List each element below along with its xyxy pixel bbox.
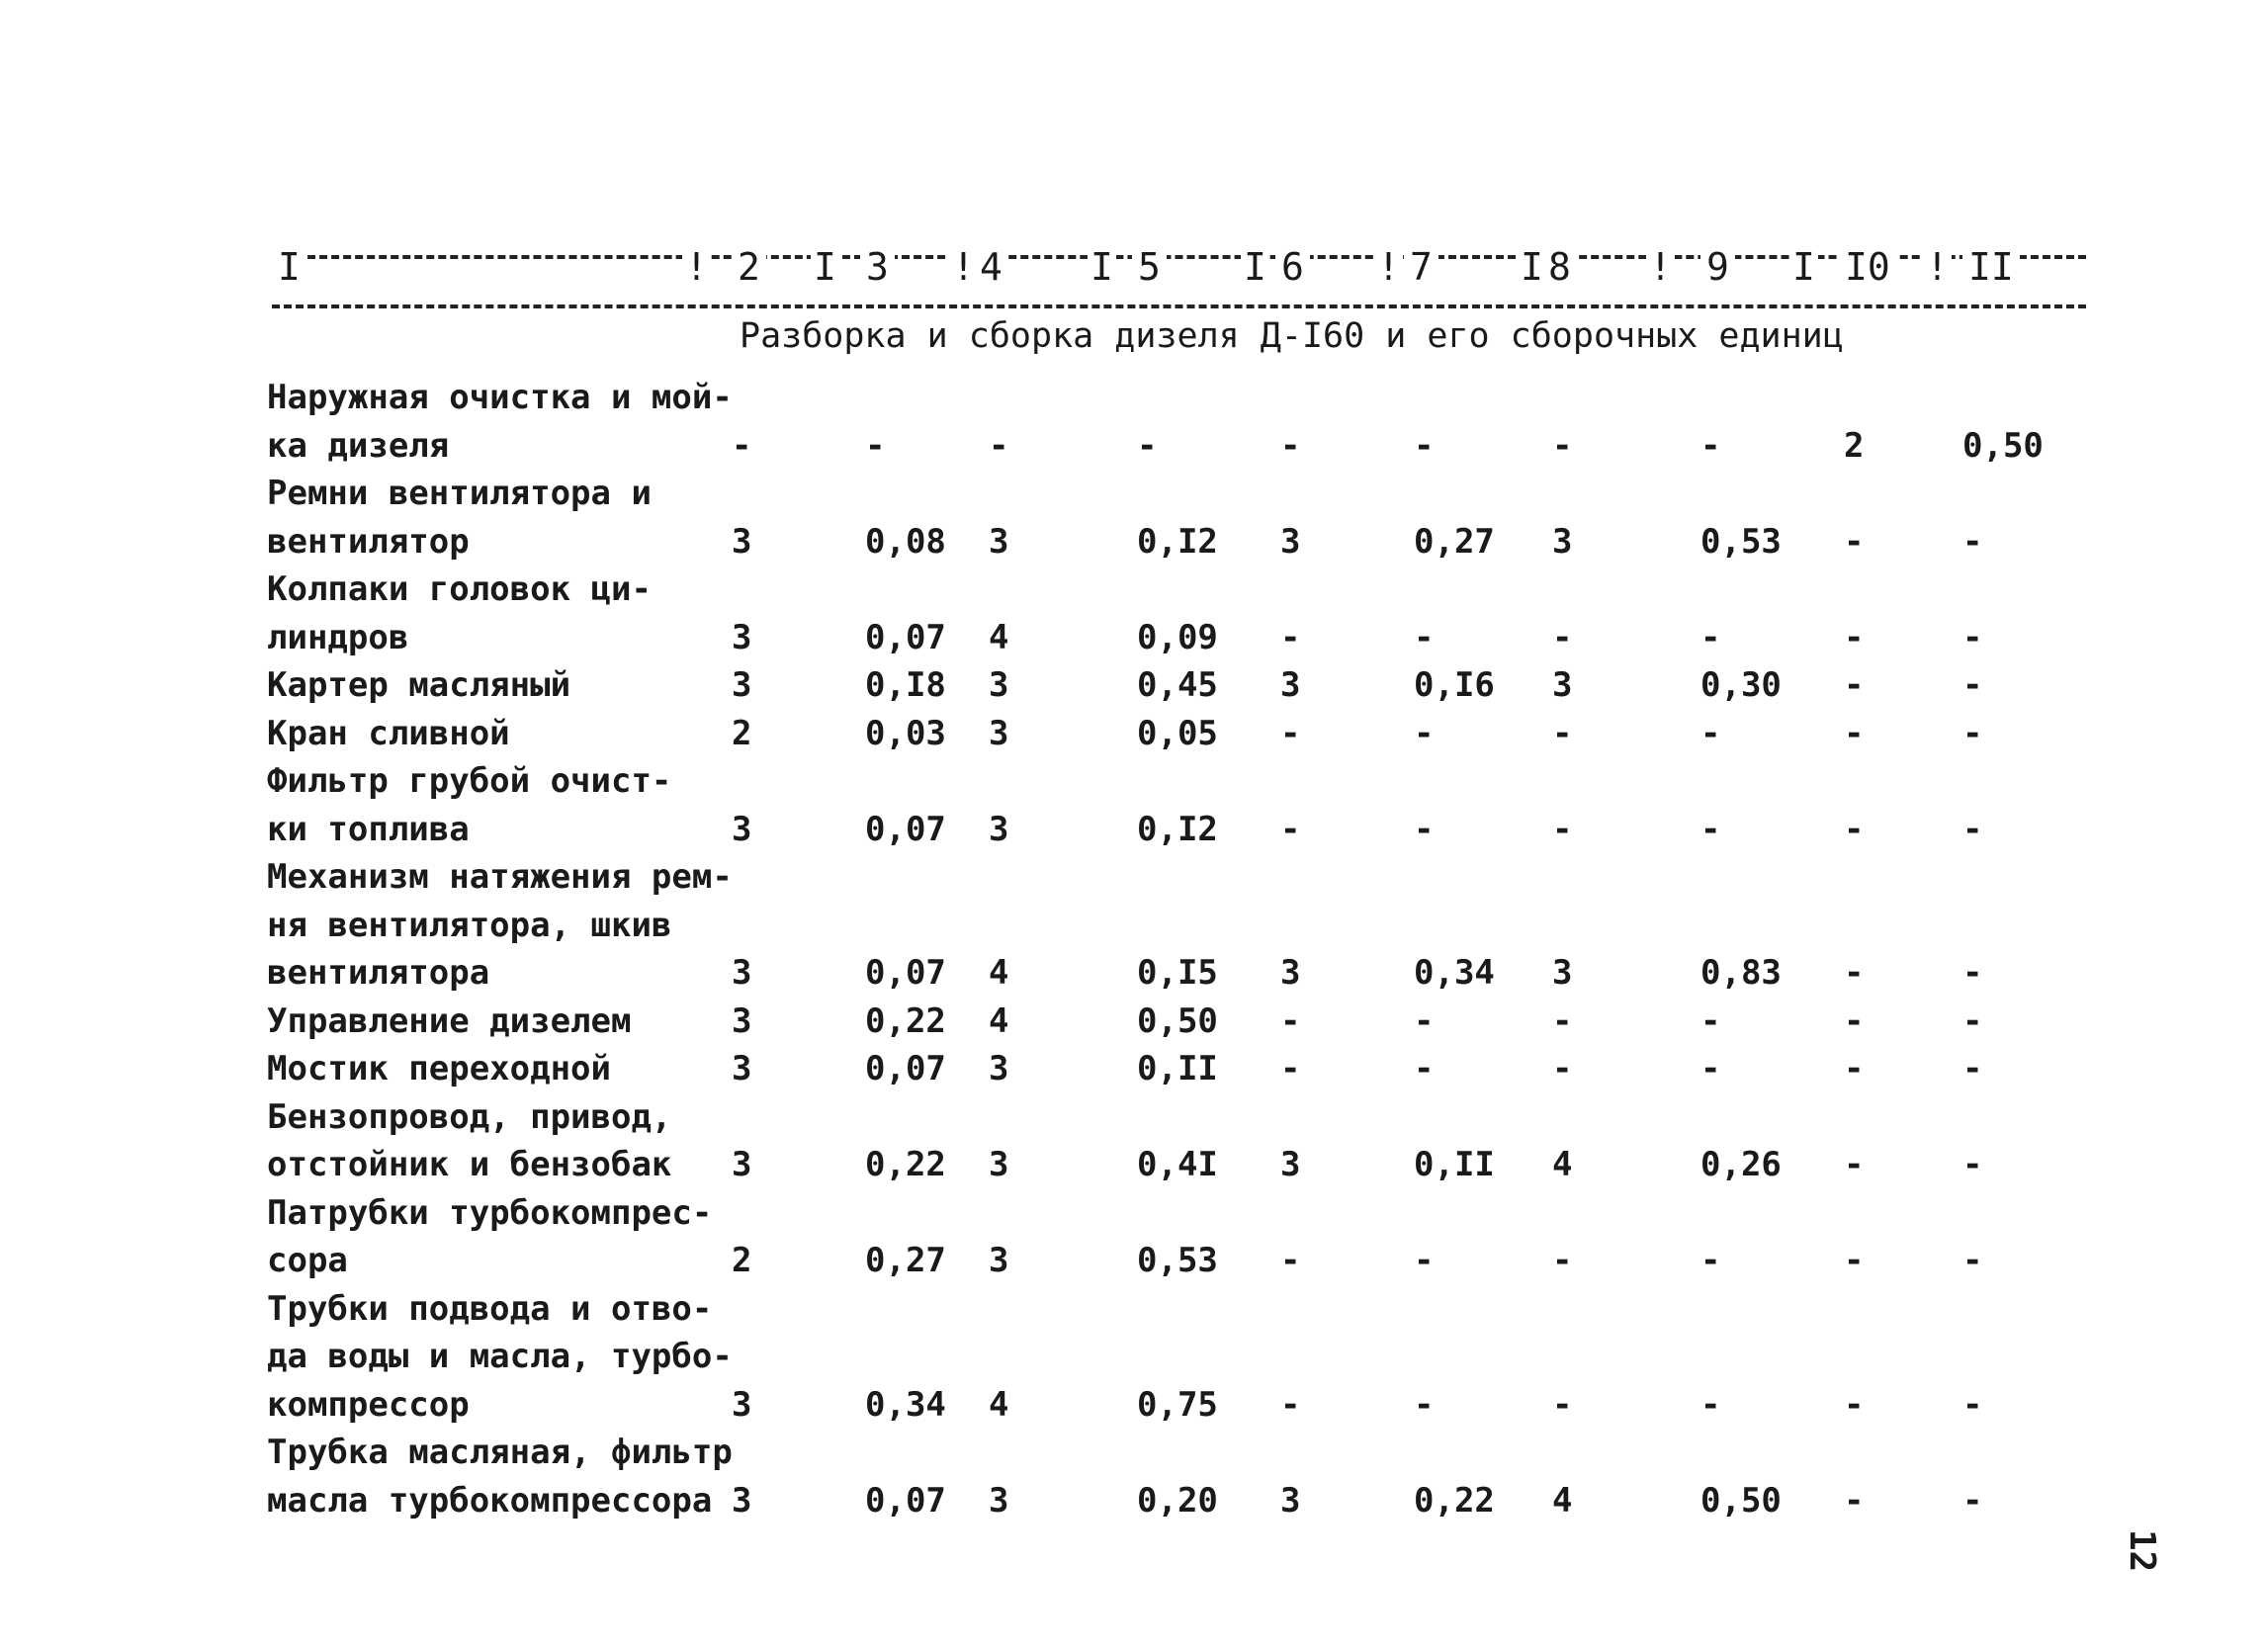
table-cell: - bbox=[1844, 1145, 1865, 1184]
table-cell: - bbox=[1844, 809, 1865, 849]
table-cell: 0,20 bbox=[1137, 1480, 1218, 1521]
row-name-line: Бензопровод, привод, bbox=[267, 1096, 672, 1137]
row-name-line: Мостик переходной bbox=[267, 1049, 611, 1088]
table-cell: - bbox=[1962, 713, 1983, 753]
table-cell: 3 bbox=[989, 1049, 1009, 1088]
column-number: I0 bbox=[1839, 245, 1896, 289]
row-name-line: Ремни вентилятора и bbox=[267, 474, 652, 513]
table-cell: 3 bbox=[732, 953, 752, 993]
table-cell: 0,4I bbox=[1137, 1145, 1218, 1184]
table-cell: 3 bbox=[1280, 665, 1301, 705]
column-number: 7 bbox=[1404, 245, 1438, 289]
row-name-line: вентилятора bbox=[267, 953, 490, 993]
table-cell: - bbox=[1414, 1049, 1435, 1088]
row-name bbox=[267, 470, 741, 565]
column-number: 2 bbox=[732, 245, 766, 289]
table-cell: - bbox=[1844, 713, 1865, 753]
table-cell: 3 bbox=[732, 809, 752, 849]
table-cell: - bbox=[1700, 713, 1721, 753]
table-cell: 0,22 bbox=[865, 1145, 946, 1184]
table-cell: - bbox=[1280, 1241, 1301, 1280]
table-cell: 3 bbox=[989, 809, 1009, 849]
row-name-line: Наружная очистка и мой- bbox=[267, 378, 733, 417]
row-name-line: компрессор bbox=[267, 1384, 470, 1425]
column-number: I bbox=[272, 245, 306, 289]
table-cell: 0,50 bbox=[1137, 1000, 1218, 1041]
row-name-line: ня вентилятора, шкив bbox=[267, 905, 672, 945]
row-name-line: масла турбокомпрессора bbox=[267, 1480, 713, 1521]
table-cell: 4 bbox=[1552, 1145, 1573, 1184]
table-cell: - bbox=[1414, 617, 1435, 657]
row-name-line: Механизм натяжения рем- bbox=[267, 857, 733, 897]
table-cell: 0,27 bbox=[1414, 521, 1495, 562]
column-separator: I bbox=[1789, 245, 1818, 289]
page-number: 12 bbox=[2122, 1528, 2163, 1573]
row-name-line: Колпаки головок ци- bbox=[267, 569, 652, 609]
table-cell: 0,I6 bbox=[1414, 665, 1495, 705]
table-cell: - bbox=[1962, 617, 1983, 657]
table-cell: - bbox=[1962, 521, 1983, 562]
table-cell: 0,27 bbox=[865, 1241, 946, 1280]
table-cell: 3 bbox=[732, 1145, 752, 1184]
row-name-line: ки топлива bbox=[267, 809, 470, 849]
column-separator: ! bbox=[949, 245, 978, 289]
table-cell: 3 bbox=[989, 665, 1009, 705]
row-name bbox=[267, 757, 741, 853]
table-cell: - bbox=[1962, 1241, 1983, 1280]
table-cell: - bbox=[1844, 1241, 1865, 1280]
row-name-line: Фильтр грубой очист- bbox=[267, 761, 672, 801]
table-cell: - bbox=[1844, 1049, 1865, 1088]
row-name-line: Трубка масляная, фильтр bbox=[267, 1433, 733, 1472]
column-number: 9 bbox=[1700, 245, 1735, 289]
table-cell: 0,03 bbox=[865, 713, 946, 753]
table-cell: - bbox=[1700, 809, 1721, 849]
table-cell: 4 bbox=[989, 617, 1009, 657]
section-title: Разборка и сборка дизеля Д-I60 и его сборочных единиц bbox=[740, 316, 1844, 356]
row-name-line: Картер масляный bbox=[267, 665, 571, 705]
table-cell: 0,07 bbox=[865, 1480, 946, 1521]
table-cell: 0,50 bbox=[1700, 1480, 1782, 1521]
row-name-line: линдров bbox=[267, 617, 409, 657]
table-cell: - bbox=[1280, 1049, 1301, 1088]
table-cell: - bbox=[865, 425, 886, 466]
table-cell: - bbox=[1280, 809, 1301, 849]
table-cell: - bbox=[1844, 521, 1865, 562]
table-cell: 3 bbox=[1552, 953, 1573, 993]
row-name-line: ка дизеля bbox=[267, 425, 450, 466]
header-bottom-rule bbox=[272, 304, 2086, 308]
table-cell: - bbox=[1280, 1000, 1301, 1041]
table-cell: 0,07 bbox=[865, 809, 946, 849]
row-name-line: Кран сливной bbox=[267, 713, 510, 753]
table-cell: - bbox=[1962, 1145, 1983, 1184]
table-cell: 3 bbox=[732, 521, 752, 562]
table-cell: 0,50 bbox=[1962, 425, 2044, 466]
column-number: 3 bbox=[860, 245, 895, 289]
column-separator: I bbox=[1088, 245, 1116, 289]
table-cell: 0,07 bbox=[865, 953, 946, 993]
table-cell: 0,34 bbox=[865, 1384, 946, 1425]
table-cell: - bbox=[1962, 1480, 1983, 1521]
table-cell: 3 bbox=[1280, 1480, 1301, 1521]
table-cell: - bbox=[989, 425, 1009, 466]
table-cell: - bbox=[732, 425, 752, 466]
table-cell: - bbox=[1552, 1241, 1573, 1280]
table-cell: - bbox=[1414, 425, 1435, 466]
column-separator: I bbox=[811, 245, 839, 289]
table-cell: - bbox=[1844, 665, 1865, 705]
column-separator: ! bbox=[1646, 245, 1675, 289]
table-cell: 3 bbox=[732, 665, 752, 705]
row-name bbox=[267, 374, 741, 470]
table-cell: 4 bbox=[989, 1384, 1009, 1425]
table-cell: 0,22 bbox=[865, 1000, 946, 1041]
table-cell: 0,08 bbox=[865, 521, 946, 562]
row-name-line: Трубки подвода и отво- bbox=[267, 1288, 713, 1329]
table-cell: - bbox=[1844, 617, 1865, 657]
row-name-line: сора bbox=[267, 1241, 348, 1280]
table-cell: 0,34 bbox=[1414, 953, 1495, 993]
table-cell: 2 bbox=[732, 1241, 752, 1280]
table-cell: 3 bbox=[1552, 521, 1573, 562]
table-cell: - bbox=[1414, 809, 1435, 849]
row-name bbox=[267, 1429, 741, 1524]
column-separator: ! bbox=[682, 245, 711, 289]
row-name bbox=[267, 853, 741, 998]
row-name bbox=[267, 565, 741, 661]
table-cell: 0,26 bbox=[1700, 1145, 1782, 1184]
table-cell: - bbox=[1700, 617, 1721, 657]
row-name bbox=[267, 1045, 741, 1093]
column-separator: ! bbox=[1923, 245, 1952, 289]
table-cell: 2 bbox=[1844, 425, 1865, 466]
table-cell: 4 bbox=[1552, 1480, 1573, 1521]
table-cell: - bbox=[1700, 1000, 1721, 1041]
table-cell: 0,22 bbox=[1414, 1480, 1495, 1521]
column-number: II bbox=[1962, 245, 2020, 289]
table-cell: - bbox=[1552, 425, 1573, 466]
table-cell: - bbox=[1280, 1384, 1301, 1425]
table-cell: - bbox=[1844, 1000, 1865, 1041]
table-cell: 0,05 bbox=[1137, 713, 1218, 753]
row-name-line: да воды и масла, турбо- bbox=[267, 1337, 733, 1376]
table-cell: - bbox=[1700, 425, 1721, 466]
table-cell: - bbox=[1700, 1241, 1721, 1280]
table-cell: - bbox=[1414, 713, 1435, 753]
table-cell: 0,45 bbox=[1137, 665, 1218, 705]
table-cell: 0,I5 bbox=[1137, 953, 1218, 993]
column-number: 8 bbox=[1542, 245, 1577, 289]
table-cell: - bbox=[1137, 425, 1158, 466]
table-cell: - bbox=[1280, 713, 1301, 753]
table-cell: - bbox=[1844, 1480, 1865, 1521]
table-cell: - bbox=[1552, 713, 1573, 753]
table-cell: - bbox=[1700, 1384, 1721, 1425]
row-name bbox=[267, 1285, 741, 1430]
table-cell: 0,I2 bbox=[1137, 521, 1218, 562]
row-name bbox=[267, 710, 741, 758]
table-cell: 3 bbox=[732, 1000, 752, 1041]
table-cell: 3 bbox=[732, 1384, 752, 1425]
table-cell: 0,I8 bbox=[865, 665, 946, 705]
table-cell: - bbox=[1414, 1000, 1435, 1041]
table-cell: - bbox=[1280, 425, 1301, 466]
table-cell: - bbox=[1552, 617, 1573, 657]
table-cell: 3 bbox=[732, 617, 752, 657]
table-cell: - bbox=[1552, 1000, 1573, 1041]
row-name-line: отстойник и бензобак bbox=[267, 1145, 672, 1184]
table-cell: - bbox=[1962, 665, 1983, 705]
table-cell: 0,53 bbox=[1137, 1241, 1218, 1280]
table-cell: 3 bbox=[989, 1145, 1009, 1184]
table-cell: 3 bbox=[989, 1480, 1009, 1521]
table-cell: - bbox=[1844, 953, 1865, 993]
table-cell: - bbox=[1962, 1000, 1983, 1041]
column-separator: I bbox=[1241, 245, 1269, 289]
table-cell: 4 bbox=[989, 953, 1009, 993]
row-name-line: Патрубки турбокомпрес- bbox=[267, 1192, 713, 1233]
column-separator: ! bbox=[1374, 245, 1403, 289]
table-cell: - bbox=[1962, 809, 1983, 849]
column-number: 5 bbox=[1132, 245, 1167, 289]
table-cell: 0,83 bbox=[1700, 953, 1782, 993]
table-cell: - bbox=[1552, 809, 1573, 849]
row-name bbox=[267, 661, 741, 710]
row-name-line: Управление дизелем bbox=[267, 1000, 632, 1041]
table-cell: - bbox=[1552, 1384, 1573, 1425]
table-cell: 0,30 bbox=[1700, 665, 1782, 705]
table-cell: 3 bbox=[1280, 521, 1301, 562]
table-cell: - bbox=[1962, 953, 1983, 993]
table-cell: 3 bbox=[989, 521, 1009, 562]
table-cell: - bbox=[1844, 1384, 1865, 1425]
table-cell: 3 bbox=[1280, 953, 1301, 993]
row-name bbox=[267, 1189, 741, 1285]
table-cell: 0,07 bbox=[865, 617, 946, 657]
table-cell: - bbox=[1552, 1049, 1573, 1088]
table-cell: 3 bbox=[989, 713, 1009, 753]
table-cell: 3 bbox=[1280, 1145, 1301, 1184]
table-cell: 3 bbox=[732, 1049, 752, 1088]
table-cell: 0,53 bbox=[1700, 521, 1782, 562]
column-separator: I bbox=[1518, 245, 1546, 289]
table-cell: 3 bbox=[989, 1241, 1009, 1280]
table-cell: 2 bbox=[732, 713, 752, 753]
table-cell: 4 bbox=[989, 1000, 1009, 1041]
table-cell: 3 bbox=[1552, 665, 1573, 705]
table-cell: 0,I2 bbox=[1137, 809, 1218, 849]
table-cell: 0,75 bbox=[1137, 1384, 1218, 1425]
table-cell: 0,II bbox=[1414, 1145, 1495, 1184]
table-cell: - bbox=[1414, 1241, 1435, 1280]
table-cell: - bbox=[1962, 1384, 1983, 1425]
table-cell: - bbox=[1962, 1049, 1983, 1088]
row-name bbox=[267, 1093, 741, 1189]
table-cell: 0,07 bbox=[865, 1049, 946, 1088]
column-number: 6 bbox=[1275, 245, 1310, 289]
table-cell: - bbox=[1280, 617, 1301, 657]
column-number: 4 bbox=[974, 245, 1008, 289]
table-cell: 0,II bbox=[1137, 1049, 1218, 1088]
table-cell: 3 bbox=[732, 1480, 752, 1521]
table-cell: 0,09 bbox=[1137, 617, 1218, 657]
table-cell: - bbox=[1700, 1049, 1721, 1088]
table-cell: - bbox=[1414, 1384, 1435, 1425]
row-name-line: вентилятор bbox=[267, 521, 470, 562]
row-name bbox=[267, 998, 741, 1046]
